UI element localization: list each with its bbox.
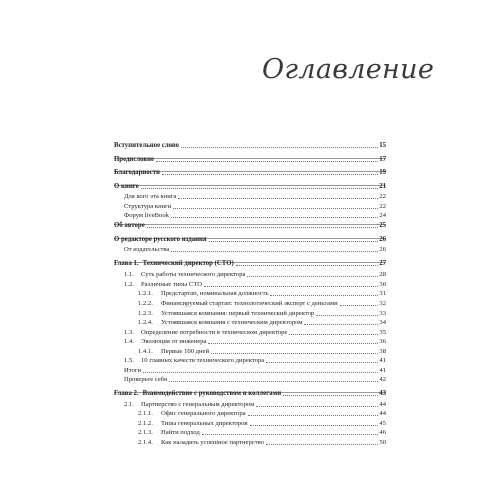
toc-label: Первые 100 дней	[161, 348, 209, 355]
toc-page-number: 45	[379, 420, 386, 427]
toc-label: Форум liveBook	[124, 212, 169, 219]
toc-label: Финансируемый стартап: технологический эксперт с деньгами	[161, 300, 338, 307]
dot-leader	[202, 434, 379, 435]
toc-number: 1.1.	[124, 271, 134, 278]
toc-label: Итоги	[124, 367, 142, 374]
toc-entry[interactable]	[138, 438, 386, 447]
dot-leader	[171, 217, 378, 218]
toc-entry[interactable]	[124, 337, 386, 346]
toc-label: Для кого эта книга	[124, 193, 177, 200]
toc-page-number: 26	[379, 236, 386, 243]
toc-label: Благодарности	[114, 169, 160, 176]
toc-page-number: 22	[379, 193, 386, 200]
toc-number: 2.1.3.	[138, 429, 153, 436]
toc-label: Эволюция от инженера	[141, 338, 207, 345]
toc-number: 2.1.	[124, 401, 134, 408]
dot-leader	[340, 305, 379, 306]
dot-leader	[181, 147, 378, 148]
toc-label: Найти подход	[161, 429, 200, 436]
dot-leader	[266, 362, 378, 363]
toc-number: 1.2.3.	[138, 310, 153, 317]
dot-leader	[304, 324, 378, 325]
toc-entry-section[interactable]	[114, 235, 386, 244]
toc-label: Как наладить успешное партнерство	[161, 439, 264, 446]
toc-label: Суть работы технического директора	[141, 271, 246, 278]
dot-leader	[162, 174, 378, 175]
toc-page-number: 41	[379, 367, 386, 374]
toc-label: О книге	[114, 183, 139, 190]
toc-page-number: 28	[379, 271, 386, 278]
toc-label: Устоявшаяся компания: первый технический директор	[161, 310, 315, 317]
dot-leader	[247, 276, 378, 277]
toc-page-number: 42	[379, 376, 386, 383]
toc-number: 1.2.2.	[138, 300, 153, 307]
toc-entry[interactable]	[124, 375, 386, 384]
toc-entry[interactable]	[124, 211, 386, 220]
toc-entry[interactable]	[124, 202, 386, 211]
dot-leader	[173, 208, 378, 209]
toc-entry-section[interactable]	[114, 221, 386, 230]
dot-leader	[289, 334, 378, 335]
dot-leader	[156, 161, 378, 162]
dot-leader	[248, 415, 379, 416]
dot-leader	[169, 381, 378, 382]
dot-leader	[141, 188, 378, 189]
toc-label: Типы генеральных директоров	[161, 420, 248, 427]
toc-entry[interactable]	[124, 366, 386, 375]
toc-label: Предстартап, номинальная должность	[161, 290, 269, 297]
toc-label: Проверьте себя	[124, 376, 168, 383]
toc-entry[interactable]	[124, 400, 386, 409]
toc-label: Структура книги	[124, 203, 172, 210]
page-title: Оглавление	[262, 54, 435, 85]
toc-page-number: 43	[379, 390, 386, 397]
toc-entry-section[interactable]	[114, 182, 386, 191]
toc-label: От издательства	[124, 246, 170, 253]
toc-page-number: 31	[379, 290, 386, 297]
toc-entry-section[interactable]	[114, 141, 386, 150]
toc-label: Вступительное слово	[114, 142, 179, 149]
toc-label: Об авторе	[114, 222, 145, 229]
dot-leader	[250, 425, 379, 426]
toc-label: Партнерство с генеральным директором	[141, 401, 255, 408]
toc-page-number: 38	[379, 348, 386, 355]
dot-leader	[211, 353, 378, 354]
toc-label: Взаимодействие с руководством и коллегами	[142, 390, 282, 397]
toc-page-number: 44	[379, 410, 386, 417]
toc-entry[interactable]	[138, 309, 386, 318]
toc-label: Различные типы CTO	[141, 281, 202, 288]
dot-leader	[171, 251, 378, 252]
toc-entry[interactable]	[124, 270, 386, 279]
toc-number: 1.2.4.	[138, 319, 153, 326]
toc-page-number: 41	[379, 357, 386, 364]
toc-entry-section[interactable]	[114, 155, 386, 164]
toc-page-number: 22	[379, 203, 386, 210]
toc-label: Технический директор (CTO)	[142, 260, 234, 267]
toc-entry[interactable]	[138, 428, 386, 437]
dot-leader	[178, 198, 378, 199]
toc-page-number: 44	[379, 401, 386, 408]
dot-leader	[204, 286, 378, 287]
dot-leader	[283, 395, 378, 396]
toc-label: Определение потребности в техническом директоре	[141, 329, 288, 336]
toc-number: 1.4.1.	[138, 348, 153, 355]
toc-page-number: 35	[379, 329, 386, 336]
toc-entry[interactable]	[124, 280, 386, 289]
toc-number: Глава 1.	[114, 260, 139, 267]
dot-leader	[316, 315, 378, 316]
toc-entry-section[interactable]	[114, 168, 386, 177]
toc-number: 1.4.	[124, 338, 134, 345]
toc-entry-section[interactable]	[114, 389, 386, 398]
dot-leader	[147, 227, 378, 228]
toc-page-number: 19	[379, 169, 386, 176]
dot-leader	[143, 372, 378, 373]
dot-leader	[209, 241, 379, 242]
toc-page-number: 24	[379, 212, 386, 219]
dot-leader	[256, 406, 378, 407]
toc-page-number: 25	[379, 222, 386, 229]
dot-leader	[208, 343, 378, 344]
dot-leader	[270, 295, 378, 296]
toc-page-number: 17	[379, 156, 386, 163]
toc-entry[interactable]	[124, 356, 386, 365]
toc-entry[interactable]	[138, 318, 386, 327]
toc-number: 2.1.4.	[138, 439, 153, 446]
toc-entry[interactable]	[138, 409, 386, 418]
toc-label: 10 главных качеств технического директора	[141, 357, 265, 364]
toc-page-number: 33	[379, 310, 386, 317]
toc-page-number: 50	[379, 439, 386, 446]
toc-number: 1.2.	[124, 281, 134, 288]
toc-entry-section[interactable]	[114, 259, 386, 268]
toc-entry[interactable]	[124, 192, 386, 201]
toc-entry[interactable]	[138, 347, 386, 356]
toc-page-number: 36	[379, 338, 386, 345]
toc-number: 1.3.	[124, 329, 134, 336]
toc-entry[interactable]	[138, 419, 386, 428]
toc-page-number: 27	[379, 260, 386, 267]
toc-entry[interactable]	[124, 245, 386, 254]
toc-label: Предисловие	[114, 156, 155, 163]
toc-number: 2.1.1.	[138, 410, 153, 417]
toc-label: Офис генерального директора	[161, 410, 246, 417]
toc-number: 2.1.2.	[138, 420, 153, 427]
toc-entry[interactable]	[138, 289, 386, 298]
toc-page-number: 30	[379, 281, 386, 288]
toc-number: 1.2.1.	[138, 290, 153, 297]
toc-page-number: 32	[379, 300, 386, 307]
toc-number: 1.5.	[124, 357, 134, 364]
toc-entry[interactable]	[124, 328, 386, 337]
toc-page-number: 46	[379, 429, 386, 436]
dot-leader	[266, 444, 378, 445]
toc-label: Устоявшаяся компания с техническим директором	[161, 319, 303, 326]
toc-number: Глава 2.	[114, 390, 139, 397]
toc-page-number: 34	[379, 319, 386, 326]
toc-label: О редакторе русского издания	[114, 236, 207, 243]
toc-entry[interactable]	[138, 299, 386, 308]
toc-page-number: 21	[379, 183, 386, 190]
toc-page-number: 15	[379, 142, 386, 149]
toc-page-number: 26	[379, 246, 386, 253]
dot-leader	[236, 265, 378, 266]
